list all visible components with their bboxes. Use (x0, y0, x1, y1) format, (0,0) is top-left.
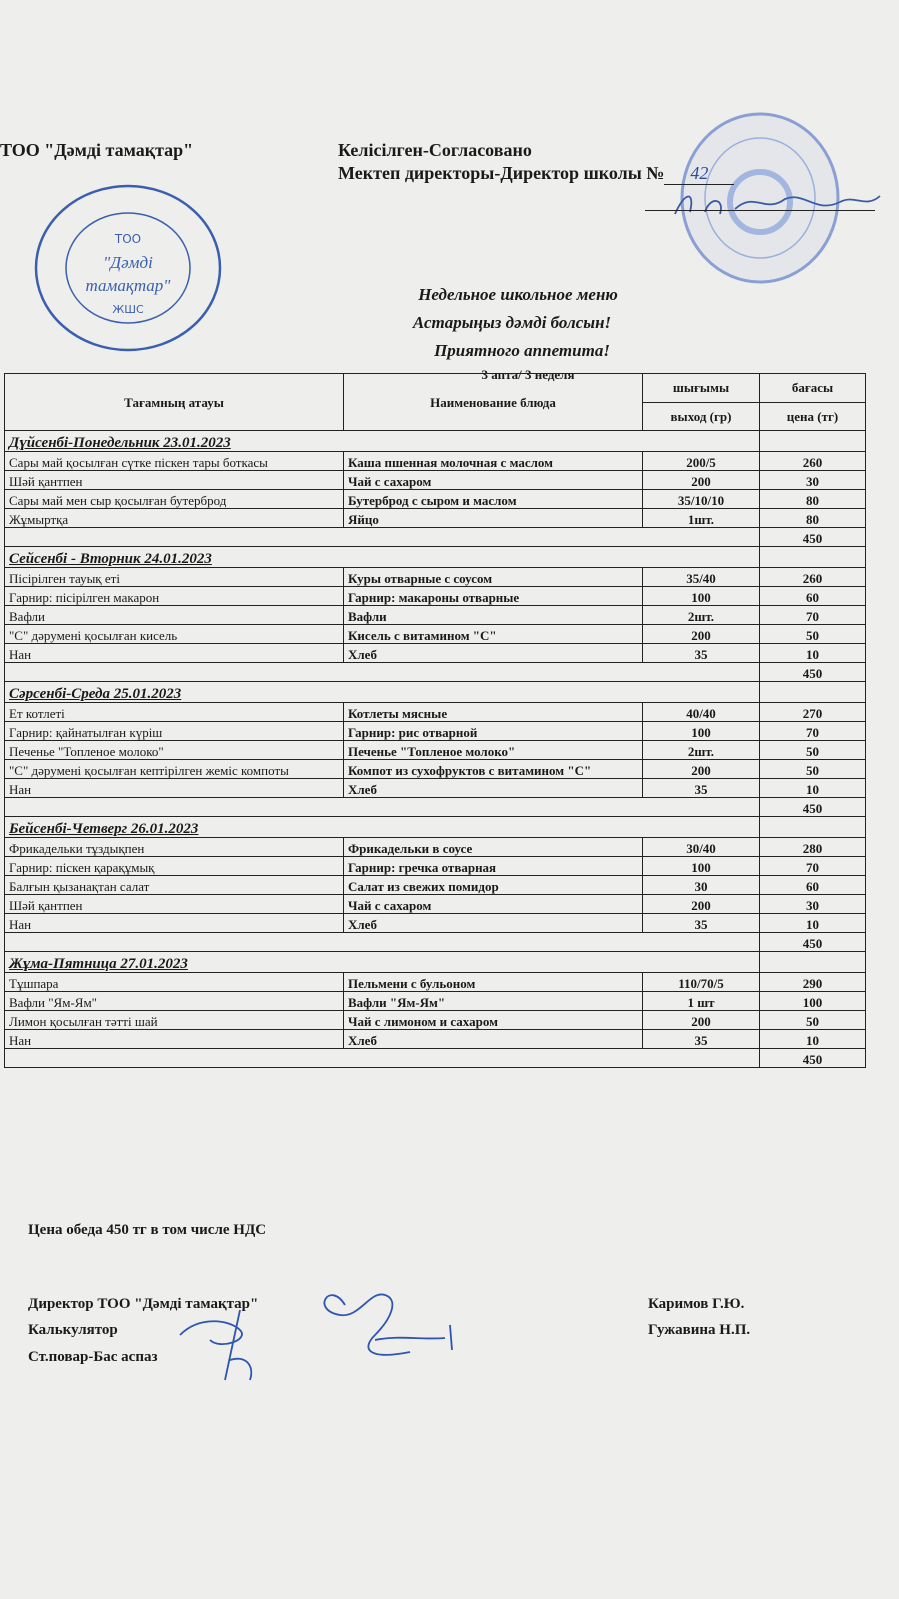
dish-price: 10 (760, 1030, 866, 1049)
day-header-row (5, 952, 866, 973)
dish-name-ru: Фрикадельки в соусе (344, 838, 643, 857)
dish-name-kz: Печенье "Топленое молоко" (5, 741, 344, 760)
empty-cell (760, 682, 866, 703)
dish-output: 30 (643, 876, 760, 895)
day-total: 450 (760, 663, 866, 682)
dish-output: 200 (643, 1011, 760, 1030)
dish-output: 1 шт (643, 992, 760, 1011)
dish-output: 1шт. (643, 509, 760, 528)
dish-name-kz: Фрикадельки тұздықпен (5, 838, 344, 857)
dish-output: 200 (643, 471, 760, 490)
dish-name-ru: Компот из сухофруктов с витамином "С" (344, 760, 643, 779)
menu-title: Недельное школьное меню (418, 285, 618, 304)
empty-cell (5, 933, 760, 952)
table-row (5, 973, 866, 992)
dish-output: 200 (643, 625, 760, 644)
dish-name-ru: Гарнир: гречка отварная (344, 857, 643, 876)
total-row (5, 798, 866, 817)
table-row (5, 587, 866, 606)
dish-output: 100 (643, 722, 760, 741)
dish-name-ru: Чай с сахаром (344, 471, 643, 490)
day-total: 450 (760, 798, 866, 817)
table-row (5, 992, 866, 1011)
table-row (5, 760, 866, 779)
table-row (5, 741, 866, 760)
dish-price: 80 (760, 509, 866, 528)
day-total: 450 (760, 528, 866, 547)
dish-name-ru: Котлеты мясные (344, 703, 643, 722)
company-stamp (32, 183, 224, 353)
dish-name-ru: Гарнир: рис отварной (344, 722, 643, 741)
dish-output: 2шт. (643, 606, 760, 625)
table-row (5, 644, 866, 663)
dish-name-ru: Салат из свежих помидор (344, 876, 643, 895)
signature-line (645, 210, 875, 211)
empty-cell (5, 663, 760, 682)
table-row (5, 779, 866, 798)
total-row (5, 933, 866, 952)
director-line-label: Мектеп директоры-Директор школы № (338, 163, 665, 183)
dish-name-kz: "С" дәрумені қосылған кептірілген жеміс компоты (5, 760, 344, 779)
dish-price: 70 (760, 606, 866, 625)
header-output-kz: шығымы (643, 374, 760, 403)
kz-wish: Астарыңыз дәмді болсын! (412, 313, 612, 332)
approved-label: Келісілген-Согласовано (338, 140, 532, 160)
lunch-price-note: Цена обеда 450 тг в том числе НДС (28, 1222, 267, 1238)
dish-output: 30/40 (643, 838, 760, 857)
total-row (5, 528, 866, 547)
empty-cell (760, 817, 866, 838)
dish-name-ru: Кисель с витамином "С" (344, 625, 643, 644)
dish-price: 50 (760, 741, 866, 760)
dish-name-kz: Гарнир: піскен қарақұмық (5, 857, 344, 876)
dish-output: 35 (643, 644, 760, 663)
empty-cell (5, 798, 760, 817)
dish-output: 100 (643, 587, 760, 606)
dish-name-ru: Вафли "Ям-Ям" (344, 992, 643, 1011)
dish-name-kz: Балғын қызанақтан салат (5, 876, 344, 895)
director-line (338, 163, 734, 185)
dish-name-ru: Печенье "Топленое молоко" (344, 741, 643, 760)
header-price-ru: цена (тг) (760, 402, 866, 431)
stamp-name-2: тамақтар" (85, 276, 171, 295)
dish-price: 260 (760, 452, 866, 471)
empty-cell (5, 528, 760, 547)
day-title: Дүйсенбі-Понедельник 23.01.2023 (5, 431, 760, 452)
dish-price: 50 (760, 1011, 866, 1030)
director-name: Каримов Г.Ю. (648, 1296, 745, 1312)
dish-name-kz: Нан (5, 644, 344, 663)
dish-price: 80 (760, 490, 866, 509)
dish-name-kz: Гарнир: пісірілген макарон (5, 587, 344, 606)
dish-name-kz: Вафли "Ям-Ям" (5, 992, 344, 1011)
dish-name-kz: "С" дәрумені қосылған кисель (5, 625, 344, 644)
dish-name-ru: Чай с сахаром (344, 895, 643, 914)
dish-price: 280 (760, 838, 866, 857)
dish-name-ru: Хлеб (344, 644, 643, 663)
dish-output: 35/10/10 (643, 490, 760, 509)
dish-price: 30 (760, 471, 866, 490)
dish-name-ru: Бутерброд с сыром и маслом (344, 490, 643, 509)
dish-price: 10 (760, 914, 866, 933)
table-row (5, 1011, 866, 1030)
dish-name-kz: Вафли (5, 606, 344, 625)
dish-price: 50 (760, 625, 866, 644)
day-title: Сейсенбі - Вторник 24.01.2023 (5, 547, 760, 568)
director-signature (665, 186, 885, 220)
table-row (5, 895, 866, 914)
table-header-row (5, 374, 866, 403)
dish-name-kz: Тұшпара (5, 973, 344, 992)
dish-price: 100 (760, 992, 866, 1011)
day-title: Бейсенбі-Четверг 26.01.2023 (5, 817, 760, 838)
dish-price: 30 (760, 895, 866, 914)
dish-name-kz: Лимон қосылған тәтті шай (5, 1011, 344, 1030)
day-title: Сәрсенбі-Среда 25.01.2023 (5, 682, 760, 703)
table-row (5, 722, 866, 741)
day-total: 450 (760, 933, 866, 952)
dish-name-kz: Нан (5, 1030, 344, 1049)
dish-name-ru: Вафли (344, 606, 643, 625)
empty-cell (760, 431, 866, 452)
ru-wish: Приятного аппетита! (434, 341, 610, 360)
dish-output: 40/40 (643, 703, 760, 722)
calculator-label: Калькулятор (28, 1322, 118, 1338)
table-row (5, 625, 866, 644)
day-header-row (5, 547, 866, 568)
dish-name-ru: Хлеб (344, 1030, 643, 1049)
day-header-row (5, 817, 866, 838)
dish-price: 10 (760, 644, 866, 663)
dish-name-ru: Хлеб (344, 779, 643, 798)
header-ru-name: Наименование блюда (344, 374, 643, 431)
dish-output: 35 (643, 779, 760, 798)
empty-cell (760, 547, 866, 568)
dish-output: 35 (643, 914, 760, 933)
dish-name-ru: Яйцо (344, 509, 643, 528)
dish-price: 270 (760, 703, 866, 722)
day-header-row (5, 431, 866, 452)
dish-name-ru: Хлеб (344, 914, 643, 933)
table-row (5, 703, 866, 722)
table-row (5, 490, 866, 509)
school-number: 42 (664, 163, 734, 185)
dish-name-kz: Нан (5, 914, 344, 933)
dish-price: 60 (760, 876, 866, 895)
dish-name-kz: Сары май қосылған сүтке піскен тары боткасы (5, 452, 344, 471)
stamp-bottom-text: ЖШС (112, 303, 144, 316)
dish-price: 10 (760, 779, 866, 798)
dish-name-ru: Пельмени с бульоном (344, 973, 643, 992)
day-header-row (5, 682, 866, 703)
dish-output: 35 (643, 1030, 760, 1049)
table-row (5, 509, 866, 528)
empty-cell (760, 952, 866, 973)
dish-name-kz: Шәй қантпен (5, 895, 344, 914)
total-row (5, 1049, 866, 1068)
dish-output: 200 (643, 760, 760, 779)
dish-name-kz: Ет котлеті (5, 703, 344, 722)
table-row (5, 838, 866, 857)
dish-output: 200/5 (643, 452, 760, 471)
dish-output: 100 (643, 857, 760, 876)
menu-table (4, 373, 866, 1068)
dish-name-kz: Шәй қантпен (5, 471, 344, 490)
week-label: 3 апта/ 3 неделя (481, 367, 575, 382)
table-row (5, 606, 866, 625)
footer-signatures (170, 1280, 500, 1390)
dish-output: 200 (643, 895, 760, 914)
header-kz-name: Тағамның атауы (5, 374, 344, 431)
table-row (5, 452, 866, 471)
dish-name-kz: Пісірілген тауық еті (5, 568, 344, 587)
table-row (5, 568, 866, 587)
dish-name-ru: Гарнир: макароны отварные (344, 587, 643, 606)
day-title: Жұма-Пятница 27.01.2023 (5, 952, 760, 973)
table-row (5, 471, 866, 490)
dish-name-ru: Каша пшенная молочная с маслом (344, 452, 643, 471)
header-price-kz: бағасы (760, 374, 866, 403)
director-label: Директор ТОО "Дәмді тамақтар" (28, 1296, 259, 1312)
dish-price: 260 (760, 568, 866, 587)
stamp-name-1: "Дәмді (103, 253, 153, 272)
dish-name-ru: Куры отварные с соусом (344, 568, 643, 587)
empty-cell (5, 1049, 760, 1068)
header-output-ru: выход (гр) (643, 402, 760, 431)
dish-output: 110/70/5 (643, 973, 760, 992)
dish-output: 2шт. (643, 741, 760, 760)
table-row (5, 857, 866, 876)
company-name: ТОО "Дәмді тамақтар" (0, 140, 194, 160)
chef-label: Ст.повар-Бас аспаз (28, 1349, 158, 1365)
dish-price: 60 (760, 587, 866, 606)
table-row (5, 1030, 866, 1049)
dish-price: 50 (760, 760, 866, 779)
dish-name-kz: Нан (5, 779, 344, 798)
dish-output: 35/40 (643, 568, 760, 587)
table-row (5, 876, 866, 895)
stamp-top-text: ТОО (114, 232, 142, 246)
dish-name-kz: Жұмыртқа (5, 509, 344, 528)
day-total: 450 (760, 1049, 866, 1068)
dish-price: 70 (760, 857, 866, 876)
dish-name-kz: Сары май мен сыр қосылған бутерброд (5, 490, 344, 509)
dish-name-kz: Гарнир: қайнатылған күріш (5, 722, 344, 741)
dish-price: 70 (760, 722, 866, 741)
dish-price: 290 (760, 973, 866, 992)
total-row (5, 663, 866, 682)
calculator-name: Гужавина Н.П. (648, 1322, 751, 1338)
dish-name-ru: Чай с лимоном и сахаром (344, 1011, 643, 1030)
table-row (5, 914, 866, 933)
